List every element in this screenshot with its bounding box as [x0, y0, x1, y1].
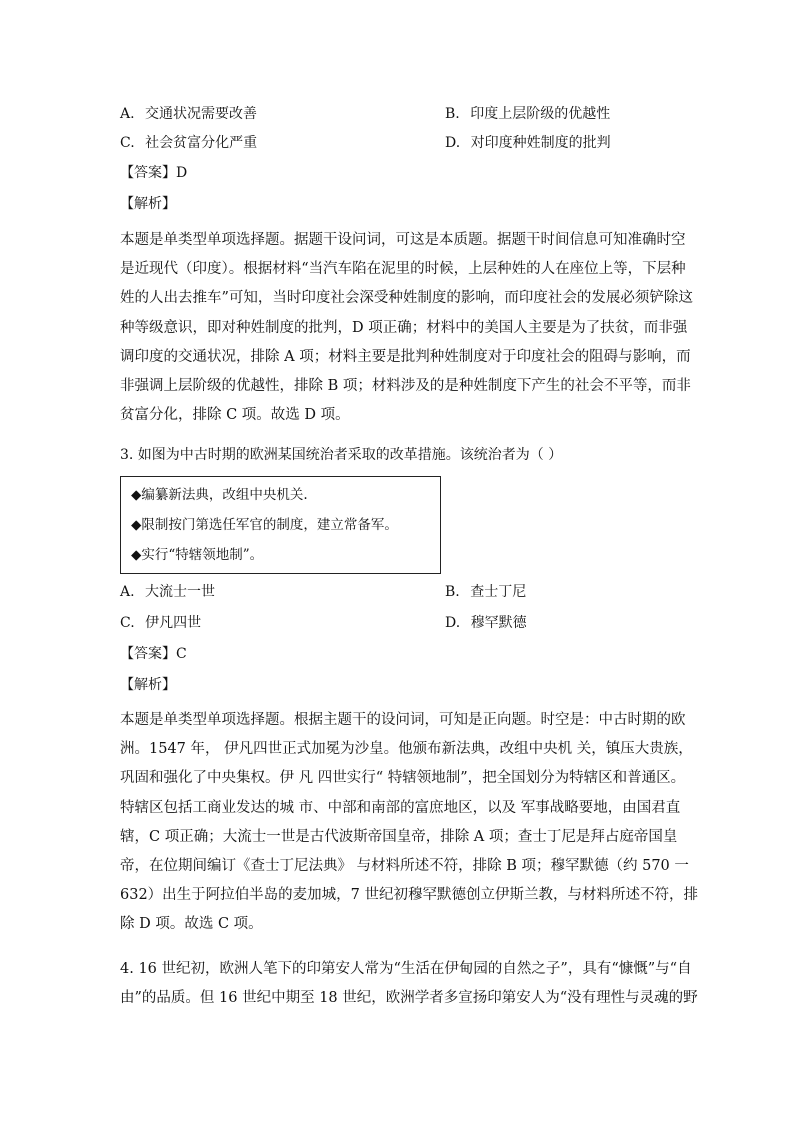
analysis-line: 洲。1547 年， 伊凡四世正式加冕为沙皇。他颁布新法典，改组中央机 关，镇压大贵族，: [120, 741, 693, 758]
analysis-line: 是近现代（印度）。根据材料“当汽车陷在泥里的时候，上层种姓的人在座位上等，下层种: [120, 261, 686, 278]
option-letter: B.: [445, 106, 460, 122]
analysis-line: 巩固和强化了中央集权。伊 凡 四世实行“ 特辖领地制”，把全国划分为特辖区和普通区。: [120, 770, 686, 787]
q3-stem: 3. 如图为中古时期的欧洲某国统治者采取的改革措施。该统治者为（ ）: [120, 447, 563, 463]
option-text: 伊凡四世: [145, 615, 202, 631]
analysis-line: 本题是单类型单项选择题。根据主题干的设问词，可知是正向题。时空是：中古时期的欧: [120, 712, 686, 728]
q2-option-c: [120, 133, 257, 153]
option-letter: D.: [445, 615, 461, 631]
q3-material-box: [120, 476, 441, 574]
analysis-line: 非强调上层阶级的优越性，排除 B 项；材料涉及的是种姓制度下产生的社会不平等，而非: [120, 378, 691, 395]
material-item: ◆限制按门第选任军官的制度，建立常备军。: [131, 517, 398, 533]
option-text: 穆罕默德: [470, 615, 527, 631]
q3-analysis-text: [120, 706, 699, 940]
q4-stem: [120, 955, 698, 1013]
analysis-line: 帝，在位期间编订《查士丁尼法典》 与材料所述不符，排除 B 项；穆罕默德（约 570 一: [120, 858, 689, 875]
analysis-line: 辖，C 项正确；大流士一世是古代波斯帝国皇帝，排除 A 项；查士丁尼是拜占庭帝国皇: [120, 828, 678, 845]
analysis-line: 632）出生于阿拉伯半岛的麦加城，7 世纪初穆罕默德创立伊斯兰教，与材料所述不符，排: [120, 887, 699, 904]
option-letter: D.: [445, 135, 461, 151]
material-item: ◆实行“特辖领地制”。: [131, 547, 264, 563]
q2-option-d: [445, 133, 611, 153]
material-item: ◆编纂新法典，改组中央机关.: [131, 487, 308, 503]
q2-analysis-text: [120, 226, 693, 430]
analysis-line: 除 D 项。故选 C 项。: [120, 916, 263, 933]
option-letter: B.: [445, 584, 460, 600]
q3-analysis-label: 【解析】: [120, 677, 176, 693]
option-text: 印度上层阶级的优越性: [470, 106, 611, 122]
analysis-line: 贫富分化，排除 C 项。故选 D 项。: [120, 407, 350, 424]
q2-analysis-label: 【解析】: [120, 196, 176, 212]
option-letter: C.: [120, 135, 135, 151]
analysis-line: 特辖区包括工商业发达的城 市、中部和南部的富庶地区，以及 军事战略要地，由国君直: [120, 799, 681, 816]
option-text: 大流士一世: [145, 584, 216, 600]
option-text: 社会贫富分化严重: [145, 135, 258, 151]
q2-option-a: [120, 104, 257, 124]
option-letter: A.: [120, 106, 135, 122]
q2-answer: 【答案】D: [120, 165, 188, 181]
option-letter: C.: [120, 615, 135, 631]
q3-answer: 【答案】C: [120, 646, 187, 662]
q3-option-a: [120, 582, 215, 602]
q3-option-c: [120, 613, 201, 633]
analysis-line: 本题是单类型单项选择题。据题干设问词，可这是本质题。据题干时间信息可知准确时空: [120, 232, 686, 248]
option-text: 交通状况需要改善: [145, 106, 258, 122]
analysis-line: 种等级意识，即对种姓制度的批判，D 项正确；材料中的美国人主要是为了扶贫，而非强: [120, 319, 688, 336]
option-letter: A.: [120, 584, 135, 600]
analysis-line: 调印度的交通状况，排除 A 项；材料主要是批判种姓制度对于印度社会的阻碍与影响，而: [120, 348, 691, 365]
stem-line: 4. 16 世纪初，欧洲人笔下的印第安人常为“生活在伊甸园的自然之子”，具有“慷慨”与“自: [120, 961, 692, 977]
option-text: 查士丁尼: [470, 584, 527, 600]
option-text: 对印度种姓制度的批判: [470, 135, 611, 151]
stem-line: 由”的品质。但 16 世纪中期至 18 世纪，欧洲学者多宣扬印第安人为“没有理性与灵魂的野: [120, 990, 698, 1007]
q3-option-d: [445, 613, 527, 633]
q3-option-b: [445, 582, 526, 602]
q2-option-b: [445, 104, 610, 124]
analysis-line: 姓的人出去推车”可知，当时印度社会深受种姓制度的影响，而印度社会的发展必须铲除这: [120, 290, 693, 307]
